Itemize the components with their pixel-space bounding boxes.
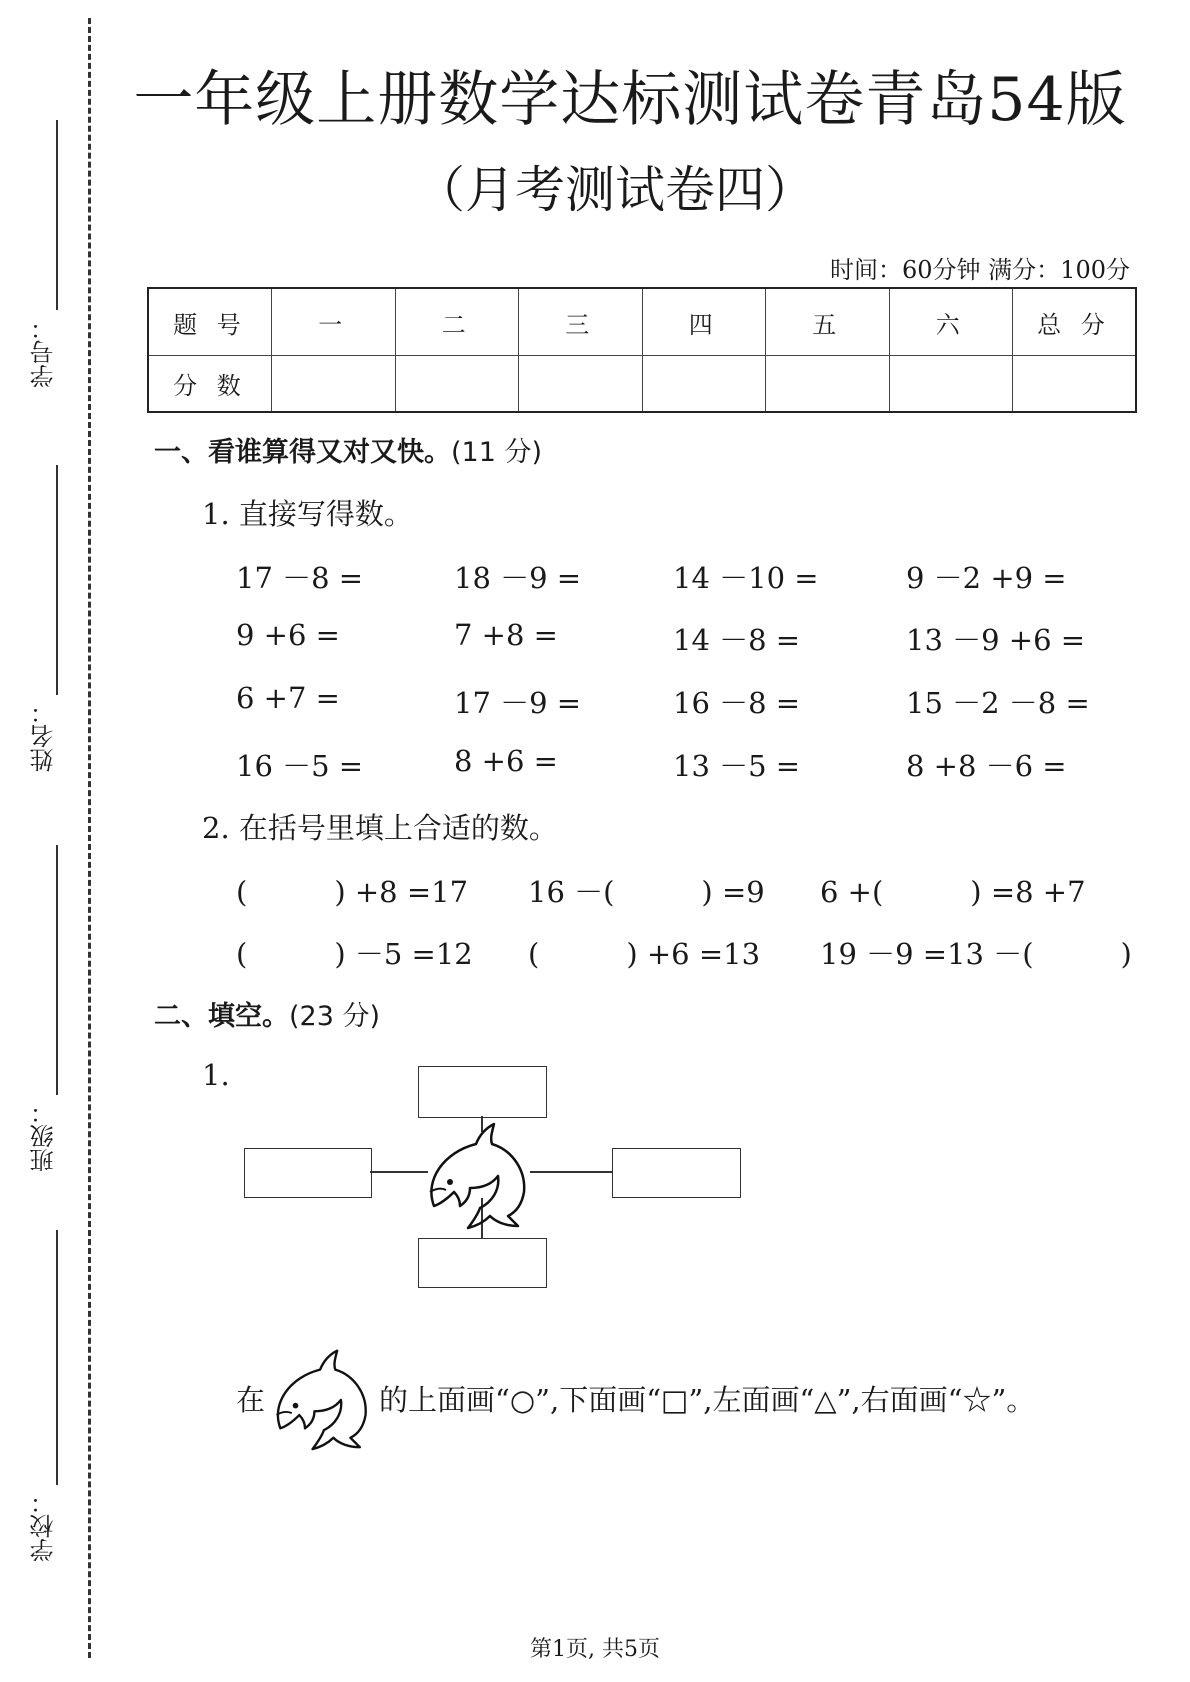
section1-points: (11 分) [451, 437, 543, 468]
calc-item: 13 －5 = [673, 749, 801, 783]
score-table-score-row [148, 356, 1136, 413]
score-table-col-total: 总 分 [1013, 288, 1137, 356]
score-cell[interactable] [766, 356, 890, 413]
dolphin-icon [267, 1345, 377, 1451]
score-table-col-1: 一 [272, 288, 396, 356]
fill-item[interactable]: ( ) +8 =17 [236, 875, 469, 909]
fill-item[interactable]: 16 －( ) =9 [528, 875, 765, 909]
time-info: 时间：60分钟 满分：100分 [830, 256, 1130, 284]
section2-points: (23 分) [289, 1001, 381, 1032]
score-table-col-2: 二 [395, 288, 519, 356]
calc-item: 16 －5 = [236, 749, 364, 783]
school-line[interactable] [56, 1230, 58, 1485]
q2-label: 2. 在括号里填上合适的数。 [202, 811, 558, 845]
score-cell[interactable] [519, 356, 643, 413]
calc-item: 15 －2 －8 = [906, 686, 1090, 720]
calc-item: 17 －9 = [454, 686, 582, 720]
connector-right [530, 1171, 612, 1173]
score-cell[interactable] [395, 356, 519, 413]
calc-item: 14 －8 = [673, 623, 801, 657]
calc-item: 9 +6 = [236, 618, 340, 652]
section1-title [154, 430, 542, 469]
left-answer-box[interactable] [244, 1148, 372, 1198]
binding-dashed-line [88, 18, 91, 1658]
name-label: 姓名： [30, 700, 58, 772]
right-answer-box[interactable] [612, 1148, 741, 1198]
student-no-label: 学号： [30, 316, 58, 388]
calc-item: 14 －10 = [673, 561, 819, 595]
score-table-score-header: 分 数 [148, 356, 272, 413]
calc-item: 17 －8 = [236, 561, 364, 595]
calc-item: 18 －9 = [454, 561, 582, 595]
fill-item[interactable]: ( ) +6 =13 [528, 937, 761, 971]
page-title: 一年级上册数学达标测试卷青岛54版 [133, 65, 1127, 135]
score-table-header-row [148, 288, 1136, 356]
fill-item[interactable]: 6 +( ) =8 +7 [820, 875, 1086, 909]
calc-item: 9 －2 +9 = [906, 561, 1067, 595]
calc-item: 8 +8 －6 = [906, 749, 1067, 783]
instruction-prefix: 在 [236, 1382, 266, 1417]
fill-item[interactable]: ( ) －5 =12 [236, 937, 473, 971]
q1-label: 1. 直接写得数。 [202, 497, 413, 531]
calc-item: 13 －9 +6 = [906, 623, 1086, 657]
page-footer: 第1页, 共5页 [530, 1637, 660, 1662]
score-table-col-4: 四 [642, 288, 766, 356]
score-cell[interactable] [272, 356, 396, 413]
calc-item: 6 +7 = [236, 681, 340, 715]
school-label: 学校： [30, 1490, 58, 1562]
dolphin-icon [420, 1118, 536, 1230]
score-table [147, 287, 1137, 413]
top-answer-box[interactable] [418, 1066, 547, 1118]
fill-item[interactable]: 19 －9 =13 －( ) [820, 937, 1132, 971]
class-line[interactable] [56, 845, 58, 1095]
s2-q1-label: 1. [202, 1058, 230, 1092]
score-cell[interactable] [889, 356, 1013, 413]
section2-title-text: 二、填空。 [154, 1001, 289, 1032]
instruction-text: 的上面画“○”,下面画“□”,左面画“△”,右面画“☆”。 [379, 1382, 1036, 1417]
calc-item: 16 －8 = [673, 686, 801, 720]
section1-title-text: 一、看谁算得又对又快。 [154, 437, 451, 468]
name-line[interactable] [56, 465, 58, 695]
class-label: 班级： [30, 1100, 58, 1172]
calc-item: 7 +8 = [454, 618, 558, 652]
section2-title [154, 994, 380, 1033]
score-table-col-5: 五 [766, 288, 890, 356]
score-cell[interactable] [642, 356, 766, 413]
score-cell[interactable] [1013, 356, 1137, 413]
score-table-col-6: 六 [889, 288, 1013, 356]
page-subtitle: （月考测试卷四） [415, 161, 815, 219]
calc-item: 8 +6 = [454, 744, 558, 778]
score-table-col-3: 三 [519, 288, 643, 356]
score-table-row-header: 题 号 [148, 288, 272, 356]
drawing-instruction [236, 1345, 1035, 1451]
bottom-answer-box[interactable] [418, 1238, 547, 1288]
